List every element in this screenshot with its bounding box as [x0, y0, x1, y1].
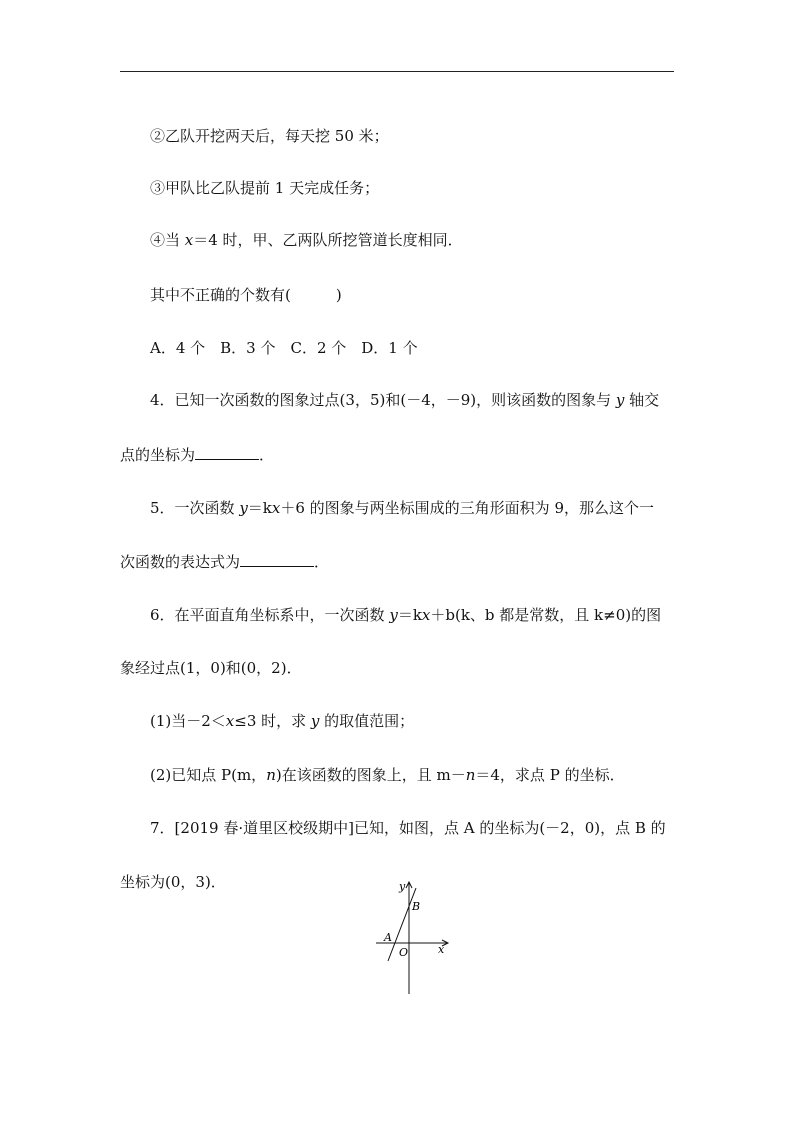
answer-options: A．4 个 B．3 个 C．2 个 D．1 个 [150, 339, 418, 357]
q7-line1: 7．[2019 春·道里区校级期中]已知，如图，点 A 的坐标为(－2，0)，点 B 的 [150, 819, 666, 837]
question-prompt: 其中不正确的个数有( ) [150, 286, 342, 304]
coordinate-figure [370, 878, 460, 998]
q6-part1: (1)当－2＜x≤3 时，求 y 的取值范围； [150, 712, 415, 730]
q5-answer-blank [240, 551, 314, 567]
header-rule [120, 71, 674, 72]
label-y: y [399, 880, 406, 893]
q6-part2: (2)已知点 P(m，n)在该函数的图象上，且 m－n＝4，求点 P 的坐标． [150, 766, 625, 784]
statement-3: ③甲队比乙队提前 1 天完成任务； [150, 179, 380, 197]
q4-answer-blank [195, 444, 259, 460]
q5-line2: 次函数的表达式为 ． [120, 553, 330, 571]
label-a: A [384, 931, 392, 944]
statement-4: ④当 x＝4 时，甲、乙两队所挖管道长度相同． [150, 231, 463, 249]
statement-2: ②乙队开挖两天后，每天挖 50 米； [150, 127, 389, 145]
label-o: O [399, 946, 409, 959]
label-x: x [438, 943, 445, 956]
q5-line1: 5．一次函数 y＝kx＋6 的图象与两坐标围成的三角形面积为 9，那么这个一 [150, 499, 654, 517]
q4-line2: 点的坐标为 ． [120, 446, 275, 464]
label-b: B [412, 900, 421, 913]
q6-line1: 6．在平面直角坐标系中，一次函数 y＝kx＋b(k、b 都是常数，且 k≠0)的图 [150, 606, 662, 624]
q7-line2: 坐标为(0，3)． [120, 873, 226, 891]
q6-line2: 象经过点(1，0)和(0，2)． [120, 659, 302, 677]
q4-line1: 4．已知一次函数的图象过点(3，5)和(－4，－9)，则该函数的图象与 y 轴交 [150, 391, 660, 409]
